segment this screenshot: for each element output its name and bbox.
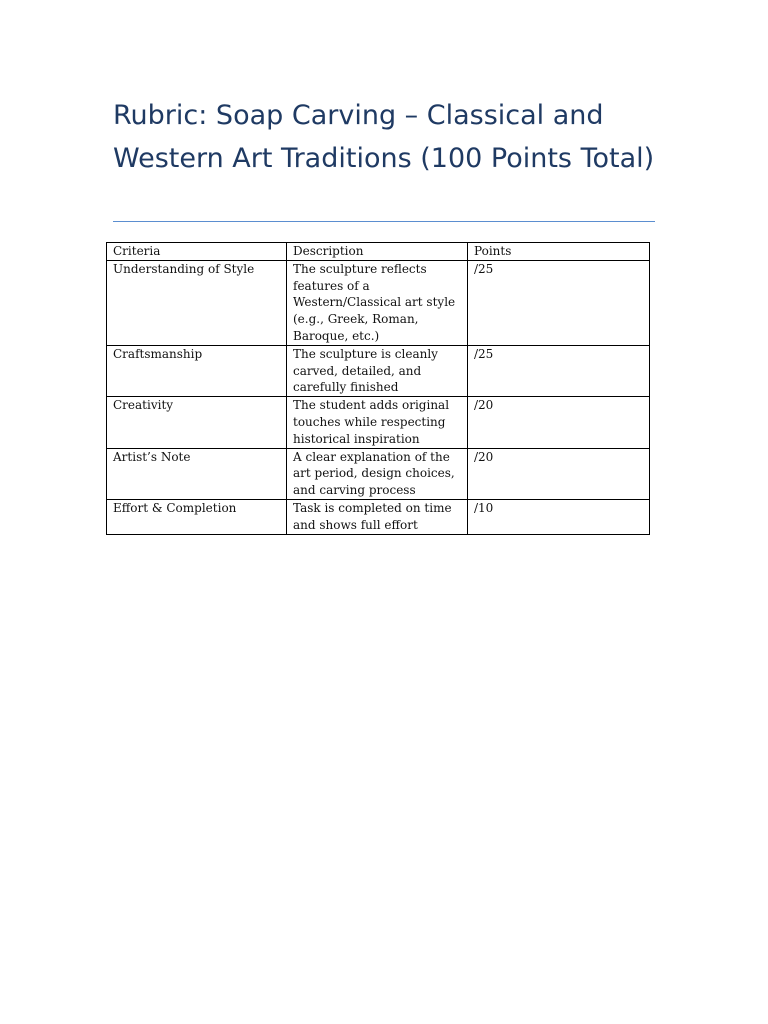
table-row <box>107 345 650 396</box>
description-cell: Task is completed on time and shows full effort <box>287 499 468 534</box>
description-cell: The student adds original touches while respecting historical inspiration <box>287 397 468 448</box>
table-row <box>107 397 650 448</box>
header-row <box>107 243 650 261</box>
points-cell: /25 <box>468 345 650 396</box>
header-points: Points <box>468 243 650 261</box>
table-row <box>107 499 650 534</box>
rubric-table <box>106 242 650 535</box>
points-cell: /10 <box>468 499 650 534</box>
points-cell: /25 <box>468 260 650 345</box>
header-description: Description <box>287 243 468 261</box>
points-cell: /20 <box>468 397 650 448</box>
points-cell: /20 <box>468 448 650 499</box>
criteria-cell: Craftsmanship <box>107 345 287 396</box>
description-cell: The sculpture is cleanly carved, detailed, and carefully finished <box>287 345 468 396</box>
criteria-cell: Artist’s Note <box>107 448 287 499</box>
criteria-cell: Effort & Completion <box>107 499 287 534</box>
page-title: Rubric: Soap Carving – Classical and Western Art Traditions (100 Points Total) <box>113 100 655 174</box>
description-cell: The sculpture reflects features of a Western/Classical art style (e.g., Greek, Roman, Baroque, etc.) <box>287 260 468 345</box>
description-cell: A clear explanation of the art period, design choices, and carving process <box>287 448 468 499</box>
title-underline <box>113 221 655 222</box>
table-row <box>107 260 650 345</box>
criteria-cell: Creativity <box>107 397 287 448</box>
criteria-cell: Understanding of Style <box>107 260 287 345</box>
header-criteria: Criteria <box>107 243 287 261</box>
table-row <box>107 448 650 499</box>
